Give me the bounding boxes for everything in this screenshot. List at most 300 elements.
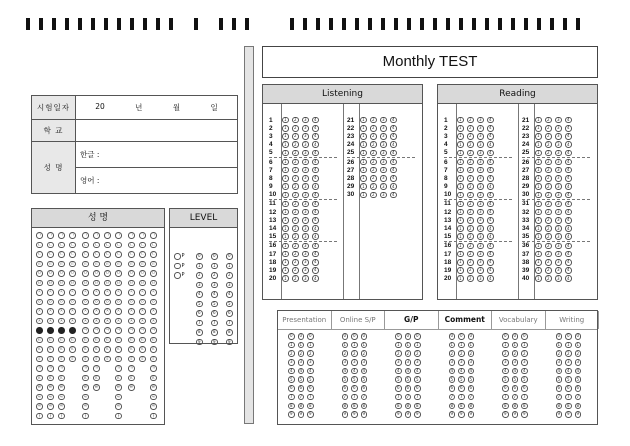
answer-bubble[interactable]: 3 bbox=[556, 200, 560, 206]
answer-bubble[interactable]: 1 bbox=[361, 183, 365, 189]
answer-bubble[interactable]: ㅃ bbox=[94, 384, 99, 390]
answer-bubble[interactable]: 4 bbox=[488, 149, 492, 155]
answer-bubble[interactable]: 3 bbox=[303, 133, 307, 139]
answer-bubble[interactable]: 0 bbox=[557, 333, 561, 339]
answer-bubble[interactable]: ㄹ bbox=[129, 260, 134, 266]
answer-bubble[interactable]: 1 bbox=[576, 341, 580, 347]
answer-bubble[interactable]: 8 bbox=[566, 402, 570, 408]
answer-bubble[interactable]: 4 bbox=[459, 368, 463, 373]
answer-bubble[interactable]: 1 bbox=[283, 242, 287, 248]
answer-bubble[interactable]: 3 bbox=[303, 275, 307, 281]
answer-bubble[interactable]: 0 bbox=[503, 333, 507, 339]
answer-bubble[interactable]: ㅌ bbox=[116, 336, 121, 342]
answer-bubble[interactable]: ㅎ bbox=[59, 355, 64, 361]
answer-bubble[interactable]: ㄸ bbox=[59, 374, 64, 380]
answer-bubble[interactable]: 6 bbox=[503, 385, 507, 391]
answer-bubble[interactable]: 1 bbox=[283, 125, 287, 131]
answer-bubble[interactable]: 3 bbox=[381, 183, 385, 189]
answer-bubble[interactable]: ㅏ bbox=[48, 412, 53, 418]
answer-bubble[interactable]: ㅇ bbox=[105, 298, 110, 304]
answer-bubble[interactable]: 3 bbox=[396, 359, 400, 365]
answer-bubble[interactable]: 3 bbox=[556, 251, 560, 257]
answer-bubble[interactable]: 2 bbox=[371, 117, 375, 123]
answer-bubble[interactable]: 6 bbox=[415, 385, 419, 391]
answer-bubble[interactable]: 1 bbox=[469, 341, 473, 347]
answer-bubble[interactable]: 1 bbox=[361, 175, 365, 181]
answer-bubble[interactable]: 4 bbox=[488, 259, 492, 265]
answer-bubble[interactable]: 5 bbox=[513, 376, 517, 382]
answer-bubble[interactable]: 1 bbox=[536, 133, 540, 139]
answer-bubble[interactable]: ㅁ bbox=[48, 270, 53, 276]
answer-bubble[interactable]: ㄷ bbox=[70, 251, 75, 257]
answer-bubble[interactable]: 9 bbox=[352, 411, 356, 417]
answer-bubble[interactable]: 4 bbox=[566, 251, 570, 257]
answer-bubble[interactable]: 3 bbox=[303, 217, 307, 223]
answer-bubble[interactable]: 4 bbox=[566, 242, 570, 248]
answer-bubble[interactable]: 6 bbox=[566, 385, 570, 391]
answer-bubble[interactable]: 4 bbox=[566, 233, 570, 239]
answer-bubble[interactable]: 4 bbox=[313, 217, 317, 223]
answer-bubble[interactable]: 2 bbox=[576, 350, 580, 356]
answer-bubble[interactable]: 0 bbox=[469, 333, 473, 339]
answer-bubble[interactable]: 7 bbox=[576, 394, 580, 400]
answer-bubble[interactable]: ㄱ bbox=[129, 232, 134, 238]
answer-bubble[interactable]: 1 bbox=[458, 117, 462, 123]
answer-bubble[interactable]: 2 bbox=[293, 267, 297, 273]
answer-bubble[interactable]: ㅉ bbox=[37, 403, 42, 409]
answer-bubble[interactable]: 2 bbox=[371, 125, 375, 131]
answer-bubble[interactable]: 3 bbox=[478, 233, 482, 239]
answer-bubble[interactable]: 4 bbox=[566, 217, 570, 223]
answer-bubble[interactable]: 4 bbox=[566, 191, 570, 197]
answer-bubble[interactable]: 1 bbox=[513, 341, 517, 347]
answer-bubble[interactable]: 9 bbox=[406, 411, 410, 417]
answer-bubble[interactable]: 2 bbox=[546, 141, 550, 147]
answer-bubble[interactable]: 1 bbox=[212, 262, 216, 268]
answer-bubble[interactable]: 1 bbox=[283, 259, 287, 265]
answer-bubble[interactable]: 1 bbox=[458, 217, 462, 223]
answer-bubble[interactable]: 3 bbox=[478, 141, 482, 147]
answer-bubble[interactable]: 6 bbox=[343, 385, 347, 391]
answer-bubble[interactable]: 4 bbox=[313, 167, 317, 173]
answer-bubble[interactable]: 1 bbox=[283, 141, 287, 147]
answer-bubble[interactable]: 3 bbox=[556, 175, 560, 181]
answer-bubble[interactable]: ㅂ bbox=[59, 279, 64, 285]
answer-bubble[interactable]: 4 bbox=[313, 209, 317, 215]
answer-bubble[interactable]: ㄸ bbox=[129, 374, 134, 380]
answer-bubble[interactable]: 4 bbox=[212, 291, 216, 297]
answer-bubble[interactable]: 2 bbox=[371, 141, 375, 147]
level-p-marker[interactable]: P bbox=[174, 272, 185, 279]
answer-bubble[interactable]: 4 bbox=[289, 368, 293, 373]
answer-bubble[interactable]: ㅃ bbox=[48, 384, 53, 390]
answer-bubble[interactable]: 2 bbox=[468, 149, 472, 155]
answer-bubble[interactable]: ㅃ bbox=[116, 384, 121, 390]
answer-bubble[interactable]: 2 bbox=[468, 242, 472, 248]
answer-bubble[interactable]: 3 bbox=[478, 125, 482, 131]
answer-bubble[interactable]: 3 bbox=[556, 133, 560, 139]
answer-bubble[interactable]: 3 bbox=[303, 175, 307, 181]
answer-bubble[interactable]: ㅋ bbox=[37, 327, 42, 333]
answer-bubble[interactable]: 8 bbox=[503, 402, 507, 408]
answer-bubble[interactable]: 1 bbox=[197, 262, 201, 268]
answer-bubble[interactable]: ㅍ bbox=[129, 346, 134, 352]
answer-bubble[interactable]: 4 bbox=[391, 183, 395, 189]
answer-bubble[interactable]: 1 bbox=[458, 149, 462, 155]
answer-bubble[interactable]: ㄱ bbox=[83, 232, 88, 238]
answer-bubble[interactable]: ㅈ bbox=[129, 308, 134, 314]
answer-bubble[interactable]: 4 bbox=[566, 183, 570, 189]
answer-bubble[interactable]: 2 bbox=[513, 350, 517, 356]
answer-bubble[interactable]: 8 bbox=[406, 402, 410, 408]
answer-bubble[interactable]: 2 bbox=[468, 183, 472, 189]
answer-bubble[interactable]: 3 bbox=[303, 267, 307, 273]
answer-bubble[interactable]: 7 bbox=[415, 394, 419, 400]
answer-bubble[interactable]: ㄴ bbox=[70, 241, 75, 247]
answer-bubble[interactable]: ㅍ bbox=[59, 346, 64, 352]
answer-bubble[interactable]: ㄱ bbox=[105, 232, 110, 238]
answer-bubble[interactable]: 1 bbox=[283, 267, 287, 273]
answer-bubble[interactable]: 2 bbox=[468, 251, 472, 257]
answer-bubble[interactable]: ㅇ bbox=[94, 298, 99, 304]
answer-bubble[interactable]: ㅎ bbox=[94, 355, 99, 361]
answer-bubble[interactable]: ㅉ bbox=[83, 403, 88, 409]
answer-bubble[interactable]: 4 bbox=[566, 133, 570, 139]
answer-bubble[interactable]: 3 bbox=[381, 141, 385, 147]
answer-bubble[interactable]: 1 bbox=[536, 149, 540, 155]
answer-bubble[interactable]: 2 bbox=[293, 183, 297, 189]
answer-bubble[interactable]: 8 bbox=[227, 329, 231, 335]
answer-bubble[interactable]: 7 bbox=[406, 394, 410, 400]
answer-bubble[interactable]: 3 bbox=[303, 209, 307, 215]
answer-bubble[interactable]: 0 bbox=[450, 333, 454, 339]
answer-bubble[interactable]: 4 bbox=[313, 125, 317, 131]
answer-bubble[interactable]: 1 bbox=[283, 225, 287, 231]
answer-bubble[interactable]: 1 bbox=[536, 200, 540, 206]
answer-bubble[interactable]: 6 bbox=[522, 385, 526, 391]
answer-bubble[interactable]: 9 bbox=[362, 411, 366, 417]
answer-bubble[interactable]: 1 bbox=[458, 159, 462, 165]
answer-bubble[interactable]: ㅁ bbox=[151, 270, 156, 276]
answer-bubble[interactable]: 3 bbox=[556, 149, 560, 155]
answer-bubble[interactable]: ㅋ bbox=[94, 327, 99, 333]
answer-bubble[interactable]: 2 bbox=[308, 350, 312, 356]
answer-bubble[interactable]: 3 bbox=[381, 175, 385, 181]
answer-bubble[interactable]: ㄴ bbox=[48, 241, 53, 247]
answer-bubble[interactable]: 2 bbox=[371, 183, 375, 189]
answer-bubble[interactable]: ㅌ bbox=[70, 336, 75, 342]
answer-bubble[interactable]: ㅂ bbox=[151, 279, 156, 285]
answer-bubble[interactable]: 3 bbox=[478, 175, 482, 181]
answer-bubble[interactable]: 2 bbox=[293, 251, 297, 257]
answer-bubble[interactable]: 4 bbox=[503, 368, 507, 373]
answer-bubble[interactable]: 0 bbox=[343, 333, 347, 339]
answer-bubble[interactable]: ㄹ bbox=[48, 260, 53, 266]
answer-bubble[interactable]: 1 bbox=[536, 259, 540, 265]
answer-bubble[interactable]: ㅇ bbox=[70, 298, 75, 304]
answer-bubble[interactable]: 2 bbox=[468, 167, 472, 173]
answer-bubble[interactable]: 1 bbox=[283, 183, 287, 189]
answer-bubble[interactable]: 1 bbox=[536, 267, 540, 273]
answer-bubble[interactable]: 4 bbox=[488, 200, 492, 206]
answer-bubble[interactable]: ㅏ bbox=[59, 412, 64, 418]
answer-bubble[interactable]: 4 bbox=[566, 209, 570, 215]
answer-bubble[interactable]: 2 bbox=[546, 251, 550, 257]
answer-bubble[interactable]: 8 bbox=[308, 402, 312, 408]
answer-bubble[interactable]: 7 bbox=[227, 319, 231, 325]
answer-bubble[interactable]: ㅌ bbox=[129, 336, 134, 342]
answer-bubble[interactable]: 0 bbox=[566, 333, 570, 339]
answer-bubble[interactable]: ㄷ bbox=[37, 251, 42, 257]
answer-bubble[interactable]: 3 bbox=[381, 117, 385, 123]
answer-bubble[interactable]: 3 bbox=[303, 191, 307, 197]
answer-bubble[interactable]: 1 bbox=[458, 242, 462, 248]
answer-bubble[interactable]: 3 bbox=[556, 191, 560, 197]
answer-bubble[interactable]: ㅅ bbox=[151, 289, 156, 295]
answer-bubble[interactable]: 3 bbox=[303, 242, 307, 248]
answer-bubble[interactable]: 2 bbox=[352, 350, 356, 356]
answer-bubble[interactable]: ㄹ bbox=[105, 260, 110, 266]
answer-bubble[interactable]: ㄹ bbox=[70, 260, 75, 266]
answer-bubble[interactable]: 7 bbox=[557, 394, 561, 400]
answer-bubble[interactable]: 2 bbox=[546, 242, 550, 248]
answer-bubble[interactable]: 4 bbox=[396, 368, 400, 373]
answer-bubble[interactable]: 9 bbox=[227, 338, 231, 344]
answer-bubble[interactable]: ㅌ bbox=[83, 336, 88, 342]
answer-bubble[interactable]: 4 bbox=[566, 267, 570, 273]
answer-bubble[interactable]: 4 bbox=[227, 291, 231, 297]
answer-bubble[interactable]: ㄷ bbox=[83, 251, 88, 257]
answer-bubble[interactable]: ㅊ bbox=[83, 317, 88, 323]
answer-bubble[interactable]: 3 bbox=[381, 191, 385, 197]
answer-bubble[interactable]: 8 bbox=[197, 329, 201, 335]
answer-bubble[interactable]: ㅃ bbox=[37, 384, 42, 390]
answer-bubble[interactable]: 3 bbox=[556, 225, 560, 231]
answer-bubble[interactable]: ㄷ bbox=[105, 251, 110, 257]
answer-bubble[interactable]: ㅈ bbox=[48, 308, 53, 314]
answer-bubble[interactable]: 8 bbox=[459, 402, 463, 408]
answer-bubble[interactable]: 6 bbox=[362, 385, 366, 391]
date-field[interactable]: 20 년 월 일 bbox=[76, 96, 238, 120]
answer-bubble[interactable]: 2 bbox=[468, 117, 472, 123]
answer-bubble[interactable]: 9 bbox=[557, 411, 561, 417]
answer-bubble[interactable]: 1 bbox=[352, 341, 356, 347]
answer-bubble[interactable]: 3 bbox=[478, 117, 482, 123]
answer-bubble[interactable]: ㅏ bbox=[37, 412, 42, 418]
answer-bubble[interactable]: ㅍ bbox=[94, 346, 99, 352]
answer-bubble[interactable]: 4 bbox=[391, 159, 395, 165]
answer-bubble[interactable]: ㄱ bbox=[37, 232, 42, 238]
answer-bubble[interactable]: ㅃ bbox=[59, 384, 64, 390]
answer-bubble[interactable]: 3 bbox=[381, 149, 385, 155]
answer-bubble[interactable]: 2 bbox=[546, 217, 550, 223]
answer-bubble[interactable]: 4 bbox=[313, 175, 317, 181]
answer-bubble[interactable]: 7 bbox=[352, 394, 356, 400]
answer-bubble[interactable]: ㅉ bbox=[151, 403, 156, 409]
answer-bubble[interactable]: 9 bbox=[513, 411, 517, 417]
answer-bubble[interactable]: ㅂ bbox=[140, 279, 145, 285]
answer-bubble[interactable]: 1 bbox=[458, 225, 462, 231]
answer-bubble[interactable]: ㅎ bbox=[151, 355, 156, 361]
answer-bubble[interactable]: 3 bbox=[556, 125, 560, 131]
answer-bubble[interactable]: ㅁ bbox=[140, 270, 145, 276]
answer-bubble[interactable]: 1 bbox=[361, 141, 365, 147]
answer-bubble[interactable]: 4 bbox=[362, 368, 366, 373]
answer-bubble[interactable]: 4 bbox=[488, 133, 492, 139]
answer-bubble[interactable]: 1 bbox=[536, 217, 540, 223]
answer-bubble[interactable]: ㅆ bbox=[116, 393, 121, 399]
answer-bubble[interactable]: 2 bbox=[503, 350, 507, 356]
answer-bubble[interactable]: 4 bbox=[391, 141, 395, 147]
answer-bubble[interactable]: 0 bbox=[299, 333, 303, 339]
answer-bubble[interactable]: 1 bbox=[536, 175, 540, 181]
answer-bubble[interactable]: 2 bbox=[371, 175, 375, 181]
answer-bubble[interactable]: 7 bbox=[212, 319, 216, 325]
answer-bubble[interactable]: ㄷ bbox=[94, 251, 99, 257]
answer-bubble[interactable]: 2 bbox=[468, 133, 472, 139]
answer-bubble[interactable]: 1 bbox=[458, 183, 462, 189]
answer-bubble[interactable]: 4 bbox=[313, 267, 317, 273]
answer-bubble[interactable]: 6 bbox=[227, 310, 231, 316]
answer-bubble[interactable]: 4 bbox=[488, 159, 492, 165]
answer-bubble[interactable]: 3 bbox=[556, 267, 560, 273]
answer-bubble[interactable]: ㅇ bbox=[129, 298, 134, 304]
answer-bubble[interactable]: 8 bbox=[450, 402, 454, 408]
answer-bubble[interactable]: 0 bbox=[289, 333, 293, 339]
answer-bubble[interactable]: 4 bbox=[391, 133, 395, 139]
answer-bubble[interactable] bbox=[174, 253, 181, 260]
answer-bubble[interactable]: ㅍ bbox=[37, 346, 42, 352]
answer-bubble[interactable]: ㅈ bbox=[37, 308, 42, 314]
answer-bubble[interactable]: 7 bbox=[343, 394, 347, 400]
answer-bubble[interactable]: 4 bbox=[566, 159, 570, 165]
answer-bubble[interactable]: 4 bbox=[488, 233, 492, 239]
answer-bubble[interactable]: 2 bbox=[293, 200, 297, 206]
answer-bubble[interactable]: 4 bbox=[488, 141, 492, 147]
answer-bubble[interactable]: ㅁ bbox=[105, 270, 110, 276]
answer-bubble[interactable]: 1 bbox=[536, 233, 540, 239]
answer-bubble[interactable]: 7 bbox=[469, 394, 473, 400]
answer-bubble[interactable]: 0 bbox=[459, 333, 463, 339]
answer-bubble[interactable]: ㅂ bbox=[48, 279, 53, 285]
answer-bubble[interactable]: ㅌ bbox=[94, 336, 99, 342]
answer-bubble[interactable] bbox=[174, 263, 181, 270]
answer-bubble[interactable]: 2 bbox=[557, 350, 561, 356]
answer-bubble[interactable]: 2 bbox=[293, 191, 297, 197]
answer-bubble[interactable]: ㄸ bbox=[48, 374, 53, 380]
answer-bubble[interactable]: ㅅ bbox=[83, 289, 88, 295]
answer-bubble[interactable]: 1 bbox=[415, 341, 419, 347]
answer-bubble[interactable]: 3 bbox=[503, 359, 507, 365]
answer-bubble[interactable]: 4 bbox=[415, 368, 419, 373]
answer-bubble[interactable]: 3 bbox=[212, 281, 216, 287]
answer-bubble[interactable]: 4 bbox=[488, 209, 492, 215]
answer-bubble[interactable]: ㅌ bbox=[37, 336, 42, 342]
answer-bubble[interactable]: 4 bbox=[488, 275, 492, 281]
answer-bubble[interactable]: 9 bbox=[343, 411, 347, 417]
answer-bubble[interactable]: 1 bbox=[536, 183, 540, 189]
answer-bubble[interactable]: ㅇ bbox=[116, 298, 121, 304]
answer-bubble[interactable]: ㄸ bbox=[83, 374, 88, 380]
answer-bubble[interactable]: 4 bbox=[566, 368, 570, 373]
answer-bubble[interactable]: 6 bbox=[352, 385, 356, 391]
answer-bubble[interactable]: 3 bbox=[556, 209, 560, 215]
answer-bubble[interactable]: 9 bbox=[459, 411, 463, 417]
answer-bubble[interactable]: 3 bbox=[343, 359, 347, 365]
answer-bubble[interactable]: 2 bbox=[293, 117, 297, 123]
answer-bubble[interactable]: 0 bbox=[513, 333, 517, 339]
answer-bubble[interactable]: ㄲ bbox=[59, 365, 64, 371]
answer-bubble[interactable]: 7 bbox=[299, 394, 303, 400]
answer-bubble[interactable]: ㅂ bbox=[37, 279, 42, 285]
answer-bubble[interactable]: 3 bbox=[381, 125, 385, 131]
answer-bubble[interactable]: 3 bbox=[381, 159, 385, 165]
answer-bubble[interactable]: ㄱ bbox=[140, 232, 145, 238]
answer-bubble[interactable]: 4 bbox=[522, 368, 526, 373]
answer-bubble[interactable]: 7 bbox=[197, 319, 201, 325]
answer-bubble[interactable]: 2 bbox=[293, 209, 297, 215]
answer-bubble[interactable]: 1 bbox=[536, 225, 540, 231]
answer-bubble[interactable]: 5 bbox=[557, 376, 561, 382]
answer-bubble[interactable]: 5 bbox=[289, 376, 293, 382]
answer-bubble[interactable]: 4 bbox=[450, 368, 454, 373]
answer-bubble[interactable]: 1 bbox=[458, 233, 462, 239]
answer-bubble[interactable]: 2 bbox=[468, 159, 472, 165]
answer-bubble[interactable]: 1 bbox=[362, 341, 366, 347]
answer-bubble[interactable]: 4 bbox=[313, 225, 317, 231]
answer-bubble[interactable]: 2 bbox=[546, 167, 550, 173]
answer-bubble[interactable]: 1 bbox=[459, 341, 463, 347]
answer-bubble[interactable]: 5 bbox=[469, 376, 473, 382]
answer-bubble[interactable]: ㅋ bbox=[83, 327, 88, 333]
answer-bubble[interactable]: ㄴ bbox=[94, 241, 99, 247]
answer-bubble[interactable]: 2 bbox=[546, 133, 550, 139]
answer-bubble[interactable]: ㅅ bbox=[129, 289, 134, 295]
answer-bubble[interactable]: ㅊ bbox=[70, 317, 75, 323]
answer-bubble[interactable]: ㅊ bbox=[105, 317, 110, 323]
answer-bubble[interactable]: 4 bbox=[566, 125, 570, 131]
answer-bubble[interactable]: ㅇ bbox=[83, 298, 88, 304]
answer-bubble[interactable]: ㅈ bbox=[151, 308, 156, 314]
answer-bubble[interactable]: 3 bbox=[478, 133, 482, 139]
answer-bubble[interactable]: 1 bbox=[536, 191, 540, 197]
answer-bubble[interactable]: 8 bbox=[513, 402, 517, 408]
answer-bubble[interactable]: 2 bbox=[459, 350, 463, 356]
answer-bubble[interactable]: 2 bbox=[415, 350, 419, 356]
answer-bubble[interactable]: 1 bbox=[361, 167, 365, 173]
answer-bubble[interactable]: 4 bbox=[313, 275, 317, 281]
answer-bubble[interactable]: 4 bbox=[406, 368, 410, 373]
answer-bubble[interactable]: 2 bbox=[468, 233, 472, 239]
answer-bubble[interactable]: 5 bbox=[459, 376, 463, 382]
answer-bubble[interactable]: 5 bbox=[308, 376, 312, 382]
answer-bubble[interactable]: ㅊ bbox=[129, 317, 134, 323]
answer-bubble[interactable]: 8 bbox=[415, 402, 419, 408]
answer-bubble[interactable]: 2 bbox=[293, 225, 297, 231]
answer-bubble[interactable]: 2 bbox=[546, 267, 550, 273]
answer-bubble[interactable]: 1 bbox=[458, 259, 462, 265]
answer-bubble[interactable]: ㅇ bbox=[151, 298, 156, 304]
answer-bubble[interactable]: ㄷ bbox=[129, 251, 134, 257]
answer-bubble[interactable]: 3 bbox=[556, 242, 560, 248]
answer-bubble[interactable]: 0 bbox=[396, 333, 400, 339]
answer-bubble[interactable]: 6 bbox=[308, 385, 312, 391]
answer-bubble[interactable]: 3 bbox=[478, 259, 482, 265]
answer-bubble[interactable]: 4 bbox=[313, 149, 317, 155]
answer-bubble[interactable]: 2 bbox=[522, 350, 526, 356]
answer-bubble[interactable]: 2 bbox=[566, 350, 570, 356]
answer-bubble[interactable]: 3 bbox=[556, 217, 560, 223]
